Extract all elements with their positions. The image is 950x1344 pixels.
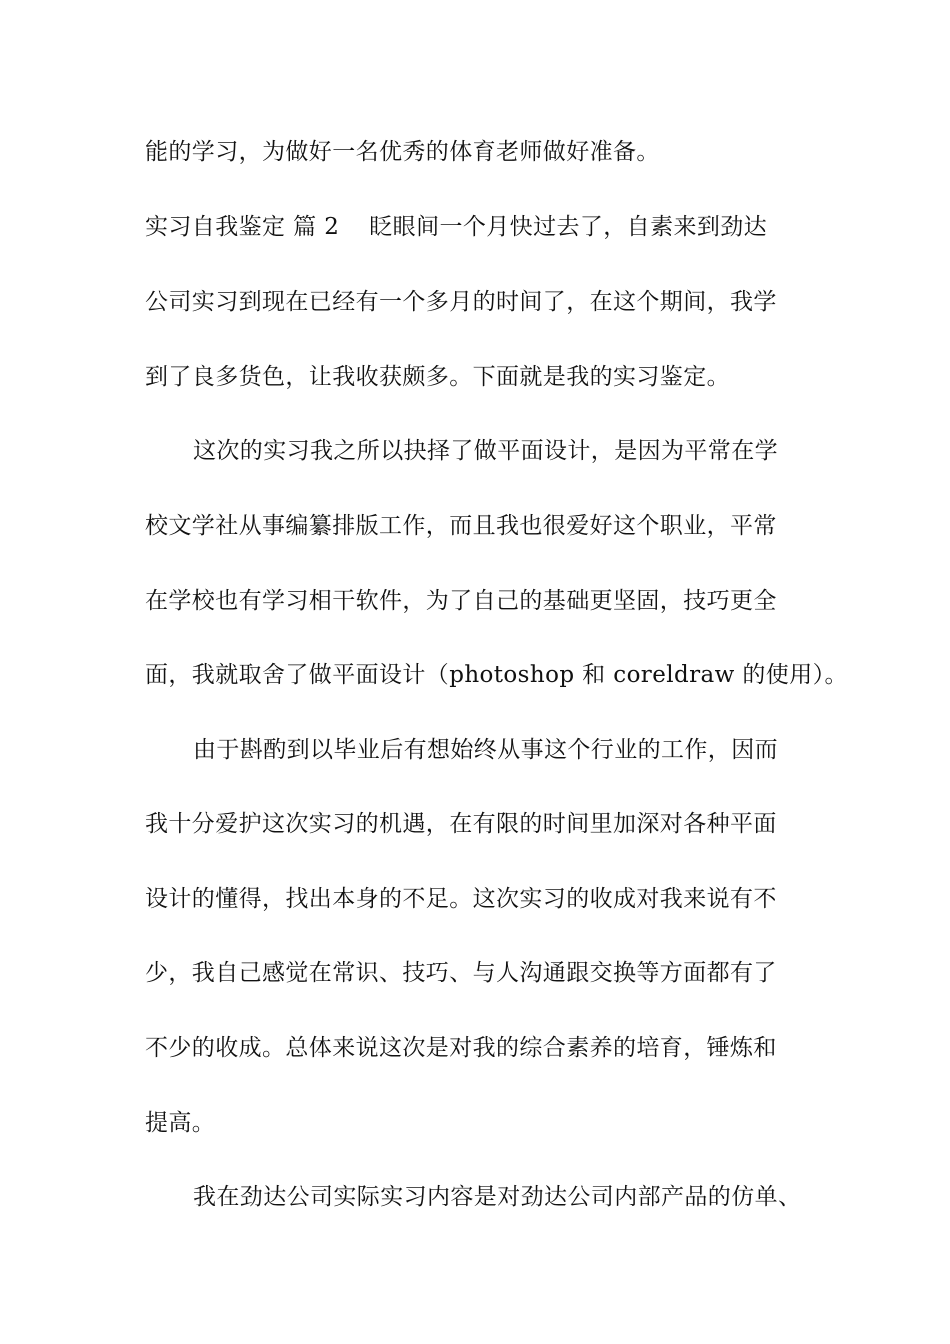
- paragraph-line: 这次的实习我之所以抉择了做平面设计，是因为平常在学: [193, 438, 778, 464]
- paragraph-line: 校文学社从事编纂排版工作，而且我也很爱好这个职业，平常: [145, 513, 777, 539]
- paragraph-line: 在学校也有学习相干软件，为了自己的基础更坚固，技巧更全: [145, 588, 777, 614]
- section-heading: 实习自我鉴定 篇 2: [145, 214, 340, 240]
- paragraph-line: 我在劲达公司实际实习内容是对劲达公司内部产品的仿单、: [193, 1184, 802, 1210]
- paragraph-line: 少，我自己感觉在常识、技巧、与人沟通跟交换等方面都有了: [145, 960, 777, 986]
- paragraph-text: 眨眼间一个月快过去了，自素来到劲达: [369, 214, 768, 240]
- paragraph-line: 面，我就取舍了做平面设计（photoshop 和 coreldraw 的使用）。: [145, 662, 848, 688]
- section-heading-line: [145, 212, 767, 242]
- paragraph-line: 由于斟酌到以毕业后有想始终从事这个行业的工作，因而: [193, 737, 778, 763]
- paragraph-line: 提高。: [145, 1110, 216, 1136]
- paragraph-line: 不少的收成。总体来说这次是对我的综合素养的培育，锤炼和: [145, 1035, 777, 1061]
- paragraph-line: 能的学习，为做好一名优秀的体育老师做好准备。: [145, 139, 660, 165]
- paragraph-line: 公司实习到现在已经有一个多月的时间了，在这个期间，我学: [145, 289, 777, 315]
- paragraph-line: 设计的懂得，找出本身的不足。这次实习的收成对我来说有不: [145, 886, 777, 912]
- paragraph-line: 我十分爱护这次实习的机遇，在有限的时间里加深对各种平面: [145, 811, 777, 837]
- paragraph-line: 到了良多货色，让我收获颇多。下面就是我的实习鉴定。: [145, 364, 730, 390]
